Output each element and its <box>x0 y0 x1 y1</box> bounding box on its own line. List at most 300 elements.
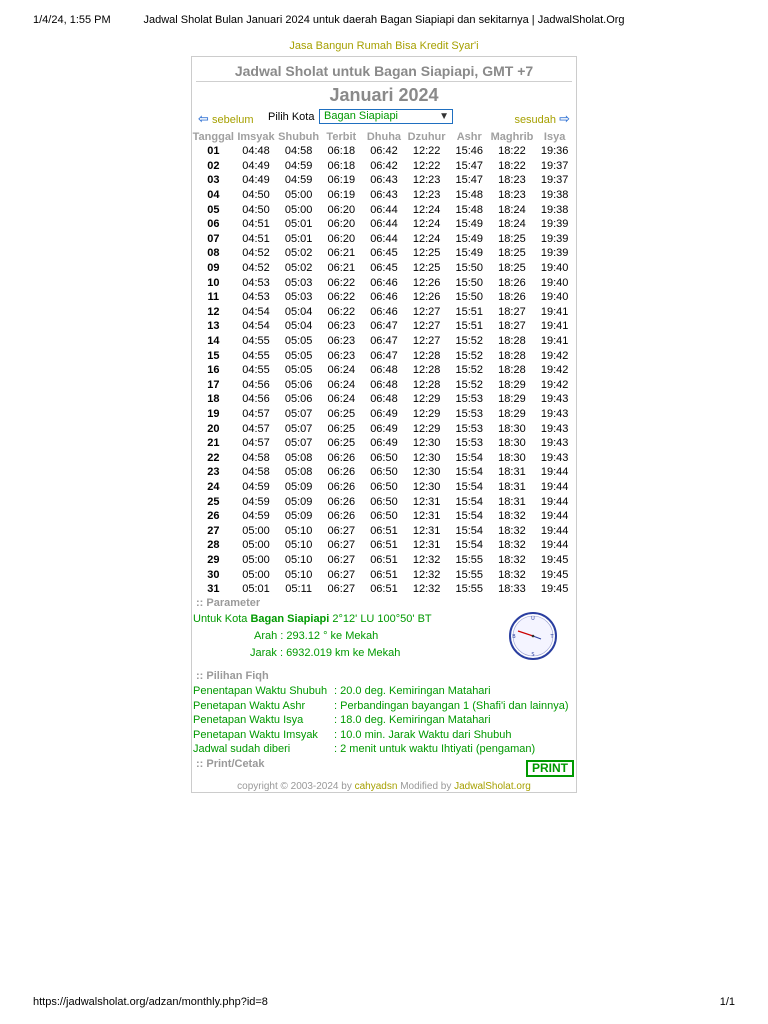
schedule-month: Januari 2024 <box>329 85 439 105</box>
time-cell: 12:30 <box>412 480 441 493</box>
time-cell: 18:23 <box>498 174 526 187</box>
table-row <box>192 538 576 553</box>
table-row <box>192 188 576 203</box>
time-cell: 19:44 <box>540 539 569 552</box>
table-row <box>192 392 576 407</box>
city-select-label: Pilih Kota <box>268 111 315 123</box>
time-cell: 15:54 <box>455 451 484 464</box>
time-cell: 06:19 <box>327 189 356 202</box>
fiqh-item-value: : 18.0 deg. Kemiringan Matahari <box>334 714 491 727</box>
date-cell: 16 <box>207 364 220 377</box>
table-row <box>192 144 576 159</box>
svg-text:B: B <box>512 634 516 641</box>
time-cell: 18:32 <box>498 524 526 537</box>
time-cell: 04:59 <box>242 480 270 493</box>
time-cell: 06:44 <box>370 203 398 216</box>
time-cell: 18:29 <box>498 407 526 420</box>
time-cell: 04:55 <box>242 335 270 348</box>
time-cell: 12:27 <box>412 305 441 318</box>
parameter-direction: Arah : 293.12 ° ke Mekah <box>254 630 379 643</box>
time-cell: 15:53 <box>455 407 484 420</box>
time-cell: 06:18 <box>327 159 356 172</box>
parameter-city-name: Bagan Siapiapi <box>250 613 330 626</box>
prev-month-link[interactable] <box>198 111 254 127</box>
time-cell: 15:50 <box>455 262 484 275</box>
time-cell: 12:29 <box>412 407 441 420</box>
time-cell: 06:27 <box>327 524 356 537</box>
time-cell: 05:00 <box>242 524 270 537</box>
time-cell: 06:25 <box>327 407 356 420</box>
time-cell: 12:30 <box>412 451 441 464</box>
date-cell: 28 <box>207 539 220 552</box>
time-cell: 18:29 <box>498 393 526 406</box>
time-cell: 05:09 <box>284 495 313 508</box>
time-cell: 19:39 <box>540 232 569 245</box>
date-cell: 06 <box>207 218 220 231</box>
table-row <box>192 334 576 349</box>
time-cell: 05:08 <box>284 466 313 479</box>
time-cell: 15:52 <box>455 378 484 391</box>
time-cell: 12:32 <box>412 553 441 566</box>
table-header-row <box>192 129 576 144</box>
fiqh-item-value: : Perbandingan bayangan 1 (Shafi'i dan lainnya) <box>334 699 569 712</box>
table-row <box>192 378 576 393</box>
table-body <box>192 144 576 596</box>
schedule-panel <box>191 56 577 793</box>
city-select[interactable] <box>319 109 453 124</box>
time-cell: 19:38 <box>540 189 569 202</box>
table-row <box>192 202 576 217</box>
time-cell: 15:55 <box>455 583 484 596</box>
time-cell: 06:51 <box>370 524 398 537</box>
table-row <box>192 553 576 568</box>
column-header: Ashr <box>456 130 482 143</box>
time-cell: 06:21 <box>327 247 356 260</box>
time-cell: 06:51 <box>370 568 398 581</box>
time-cell: 19:44 <box>540 510 569 523</box>
fiqh-item-label: Jadwal sudah diberi <box>193 743 291 756</box>
fiqh-item-label: Penetapan Waktu Imsyak <box>193 728 318 741</box>
promo-link[interactable]: Jasa Bangun Rumah Bisa Kredit Syar'i <box>289 40 479 52</box>
parameter-distance: Jarak : 6932.019 km ke Mekah <box>250 647 401 660</box>
time-cell: 04:56 <box>242 378 270 391</box>
time-cell: 06:51 <box>370 539 398 552</box>
print-timestamp: 1/4/24, 1:55 PM <box>33 14 111 26</box>
time-cell: 15:51 <box>455 320 484 333</box>
time-cell: 15:54 <box>455 466 484 479</box>
time-cell: 19:44 <box>540 480 569 493</box>
time-cell: 04:50 <box>242 203 270 216</box>
time-cell: 12:32 <box>412 583 441 596</box>
date-cell: 14 <box>207 335 220 348</box>
time-cell: 15:47 <box>455 174 484 187</box>
time-cell: 15:49 <box>455 247 484 260</box>
time-cell: 19:41 <box>540 320 569 333</box>
time-cell: 05:08 <box>284 451 313 464</box>
fiqh-header: :: Pilihan Fiqh <box>196 670 269 683</box>
time-cell: 06:44 <box>370 218 398 231</box>
navigation-row <box>192 109 576 127</box>
date-cell: 09 <box>207 262 220 275</box>
time-cell: 19:38 <box>540 203 569 216</box>
time-cell: 05:05 <box>284 364 313 377</box>
time-cell: 04:54 <box>242 305 270 318</box>
time-cell: 19:45 <box>540 583 569 596</box>
time-cell: 18:28 <box>498 335 526 348</box>
parameter-section <box>192 611 576 669</box>
table-row <box>192 173 576 188</box>
time-cell: 15:55 <box>455 568 484 581</box>
time-cell: 05:07 <box>284 437 313 450</box>
time-cell: 06:51 <box>370 583 398 596</box>
time-cell: 06:46 <box>370 291 398 304</box>
time-cell: 05:07 <box>284 422 313 435</box>
date-cell: 05 <box>207 203 220 216</box>
print-url: https://jadwalsholat.org/adzan/monthly.php?id=8 <box>33 996 268 1008</box>
time-cell: 06:50 <box>370 510 398 523</box>
time-cell: 15:53 <box>455 393 484 406</box>
time-cell: 18:29 <box>498 378 526 391</box>
time-cell: 06:47 <box>370 349 398 362</box>
fiqh-item-value: : 20.0 deg. Kemiringan Matahari <box>334 685 491 698</box>
time-cell: 06:26 <box>327 495 356 508</box>
time-cell: 18:30 <box>498 422 526 435</box>
time-cell: 19:41 <box>540 305 569 318</box>
time-cell: 18:32 <box>498 539 526 552</box>
time-cell: 06:47 <box>370 335 398 348</box>
time-cell: 18:25 <box>498 247 526 260</box>
parameter-city-line <box>193 613 432 625</box>
copyright-prefix: copyright © 2003-2024 by <box>237 781 352 792</box>
time-cell: 15:54 <box>455 510 484 523</box>
time-cell: 18:26 <box>498 291 526 304</box>
time-cell: 05:04 <box>284 305 313 318</box>
print-page-title: Jadwal Sholat Bulan Januari 2024 untuk daerah Bagan Siapiapi dan sekitarnya | JadwalSholat.Org <box>143 14 625 26</box>
column-header: Maghrib <box>490 130 534 143</box>
table-row <box>192 421 576 436</box>
time-cell: 18:28 <box>498 364 526 377</box>
time-cell: 06:46 <box>370 276 398 289</box>
arrow-right-icon: ⇨ <box>559 111 570 126</box>
table-row <box>192 217 576 232</box>
time-cell: 06:49 <box>370 407 398 420</box>
time-cell: 19:37 <box>540 159 569 172</box>
time-cell: 19:43 <box>540 393 569 406</box>
fiqh-item <box>192 742 576 757</box>
time-cell: 06:26 <box>327 510 356 523</box>
time-cell: 19:39 <box>540 247 569 260</box>
table-row <box>192 494 576 509</box>
time-cell: 06:25 <box>327 437 356 450</box>
city-select-value: Bagan Siapiapi <box>324 110 399 122</box>
time-cell: 18:23 <box>498 189 526 202</box>
time-cell: 12:30 <box>412 437 441 450</box>
time-cell: 19:42 <box>540 349 569 362</box>
date-cell: 29 <box>207 553 220 566</box>
time-cell: 19:44 <box>540 495 569 508</box>
time-cell: 05:00 <box>284 203 313 216</box>
time-cell: 15:54 <box>455 495 484 508</box>
time-cell: 15:49 <box>455 232 484 245</box>
time-cell: 12:31 <box>412 510 441 523</box>
column-header: Shubuh <box>278 130 320 143</box>
column-header: Dhuha <box>366 130 402 143</box>
time-cell: 19:40 <box>540 276 569 289</box>
time-cell: 12:30 <box>412 466 441 479</box>
time-cell: 12:31 <box>412 495 441 508</box>
time-cell: 18:30 <box>498 437 526 450</box>
time-cell: 06:23 <box>327 349 356 362</box>
date-cell: 17 <box>207 378 220 391</box>
time-cell: 05:09 <box>284 510 313 523</box>
time-cell: 15:52 <box>455 349 484 362</box>
fiqh-item-value: : 10.0 min. Jarak Waktu dari Shubuh <box>334 728 512 741</box>
fiqh-item-label: Penetapan Waktu Isya <box>193 714 304 727</box>
time-cell: 04:52 <box>242 247 270 260</box>
table-row <box>192 261 576 276</box>
time-cell: 04:58 <box>242 466 270 479</box>
time-cell: 19:43 <box>540 422 569 435</box>
time-cell: 18:25 <box>498 232 526 245</box>
time-cell: 06:26 <box>327 451 356 464</box>
time-cell: 06:24 <box>327 378 356 391</box>
fiqh-list <box>192 684 576 757</box>
time-cell: 04:59 <box>284 174 313 187</box>
time-cell: 15:49 <box>455 218 484 231</box>
time-cell: 18:25 <box>498 262 526 275</box>
time-cell: 06:47 <box>370 320 398 333</box>
time-cell: 06:20 <box>327 203 356 216</box>
time-cell: 12:23 <box>412 189 441 202</box>
time-cell: 19:44 <box>540 466 569 479</box>
time-cell: 04:52 <box>242 262 270 275</box>
time-cell: 04:57 <box>242 437 270 450</box>
time-cell: 18:30 <box>498 451 526 464</box>
table-row <box>192 480 576 495</box>
time-cell: 12:28 <box>412 378 441 391</box>
table-row <box>192 407 576 422</box>
time-cell: 06:18 <box>327 145 356 158</box>
copyright <box>192 781 576 792</box>
time-cell: 12:25 <box>412 262 441 275</box>
parameter-city-prefix: Untuk Kota <box>193 613 248 626</box>
time-cell: 19:43 <box>540 451 569 464</box>
table-row <box>192 582 576 597</box>
time-cell: 18:31 <box>498 480 526 493</box>
time-cell: 06:42 <box>370 145 398 158</box>
table-row <box>192 567 576 582</box>
table-row <box>192 436 576 451</box>
time-cell: 04:49 <box>242 159 270 172</box>
time-cell: 05:01 <box>284 232 313 245</box>
column-header: Isya <box>543 130 566 143</box>
table-row <box>192 509 576 524</box>
time-cell: 06:51 <box>370 553 398 566</box>
time-cell: 15:55 <box>455 553 484 566</box>
time-cell: 05:02 <box>284 247 313 260</box>
time-cell: 18:31 <box>498 466 526 479</box>
time-cell: 18:27 <box>498 320 526 333</box>
time-cell: 04:53 <box>242 276 270 289</box>
time-cell: 05:03 <box>284 291 313 304</box>
time-cell: 19:45 <box>540 553 569 566</box>
time-cell: 06:27 <box>327 568 356 581</box>
time-cell: 12:26 <box>412 291 441 304</box>
time-cell: 19:43 <box>540 407 569 420</box>
time-cell: 04:54 <box>242 320 270 333</box>
table-row <box>192 363 576 378</box>
time-cell: 15:46 <box>455 145 484 158</box>
svg-text:T: T <box>550 634 554 641</box>
time-cell: 15:52 <box>455 364 484 377</box>
time-cell: 12:22 <box>412 159 441 172</box>
print-header <box>0 14 768 30</box>
svg-text:U: U <box>531 616 535 623</box>
time-cell: 06:19 <box>327 174 356 187</box>
time-cell: 06:48 <box>370 364 398 377</box>
date-cell: 03 <box>207 174 220 187</box>
time-cell: 18:32 <box>498 568 526 581</box>
time-cell: 15:54 <box>455 524 484 537</box>
date-cell: 24 <box>207 480 220 493</box>
time-cell: 06:45 <box>370 247 398 260</box>
time-cell: 05:05 <box>284 349 313 362</box>
time-cell: 15:50 <box>455 276 484 289</box>
time-cell: 05:06 <box>284 393 313 406</box>
table-row <box>192 290 576 305</box>
date-cell: 31 <box>207 583 220 596</box>
time-cell: 18:27 <box>498 305 526 318</box>
time-cell: 04:57 <box>242 407 270 420</box>
next-month-link[interactable] <box>514 111 570 127</box>
time-cell: 06:22 <box>327 276 356 289</box>
time-cell: 06:27 <box>327 539 356 552</box>
time-cell: 06:26 <box>327 480 356 493</box>
date-cell: 04 <box>207 189 220 202</box>
date-cell: 22 <box>207 451 220 464</box>
table-row <box>192 275 576 290</box>
chevron-down-icon: ▼ <box>439 111 449 122</box>
time-cell: 05:03 <box>284 276 313 289</box>
time-cell: 04:55 <box>242 349 270 362</box>
time-cell: 18:32 <box>498 553 526 566</box>
time-cell: 05:02 <box>284 262 313 275</box>
time-cell: 05:01 <box>284 218 313 231</box>
time-cell: 12:26 <box>412 276 441 289</box>
time-cell: 06:50 <box>370 480 398 493</box>
table-row <box>192 159 576 174</box>
time-cell: 05:10 <box>284 568 313 581</box>
fiqh-item <box>192 728 576 743</box>
time-cell: 15:50 <box>455 291 484 304</box>
time-cell: 06:23 <box>327 335 356 348</box>
time-cell: 06:22 <box>327 305 356 318</box>
time-cell: 06:20 <box>327 218 356 231</box>
time-cell: 05:04 <box>284 320 313 333</box>
time-cell: 15:53 <box>455 437 484 450</box>
table-row <box>192 319 576 334</box>
time-cell: 05:00 <box>242 568 270 581</box>
time-cell: 12:31 <box>412 539 441 552</box>
time-cell: 06:26 <box>327 466 356 479</box>
time-cell: 12:27 <box>412 335 441 348</box>
time-cell: 04:56 <box>242 393 270 406</box>
time-cell: 18:31 <box>498 495 526 508</box>
print-button[interactable]: PRINT <box>526 760 574 777</box>
time-cell: 06:24 <box>327 393 356 406</box>
time-cell: 12:25 <box>412 247 441 260</box>
time-cell: 19:44 <box>540 524 569 537</box>
time-cell: 04:48 <box>242 145 270 158</box>
time-cell: 12:23 <box>412 174 441 187</box>
time-cell: 19:45 <box>540 568 569 581</box>
time-cell: 05:11 <box>285 583 312 596</box>
time-cell: 19:36 <box>540 145 569 158</box>
table-row <box>192 246 576 261</box>
time-cell: 05:09 <box>284 480 313 493</box>
time-cell: 12:28 <box>412 364 441 377</box>
schedule-title: Jadwal Sholat untuk Bagan Siapiapi, GMT +7 <box>196 61 572 82</box>
time-cell: 12:24 <box>412 203 441 216</box>
next-month-label: sesudah <box>514 114 557 126</box>
time-cell: 12:28 <box>412 349 441 362</box>
time-cell: 19:37 <box>540 174 569 187</box>
time-cell: 12:27 <box>412 320 441 333</box>
time-cell: 06:50 <box>370 451 398 464</box>
table-row <box>192 305 576 320</box>
time-cell: 05:07 <box>284 407 313 420</box>
time-cell: 04:59 <box>242 510 270 523</box>
time-cell: 18:28 <box>498 349 526 362</box>
time-cell: 15:54 <box>455 539 484 552</box>
time-cell: 06:43 <box>370 189 398 202</box>
time-cell: 05:10 <box>284 553 313 566</box>
time-cell: 05:10 <box>284 524 313 537</box>
time-cell: 06:43 <box>370 174 398 187</box>
time-cell: 19:39 <box>540 218 569 231</box>
time-cell: 05:00 <box>284 189 313 202</box>
svg-text:S: S <box>531 652 535 659</box>
fiqh-item <box>192 713 576 728</box>
time-cell: 04:51 <box>242 218 270 231</box>
time-cell: 04:55 <box>242 364 270 377</box>
time-cell: 18:24 <box>498 203 526 216</box>
time-cell: 05:01 <box>242 583 270 596</box>
time-cell: 05:00 <box>242 539 270 552</box>
date-cell: 15 <box>207 349 220 362</box>
time-cell: 06:49 <box>370 437 398 450</box>
time-cell: 12:24 <box>412 232 441 245</box>
date-cell: 01 <box>207 145 220 158</box>
column-header: Tanggal <box>192 130 234 143</box>
copyright-site-link[interactable]: JadwalSholat.org <box>454 781 531 792</box>
arrow-left-icon: ⇦ <box>198 111 209 126</box>
time-cell: 04:58 <box>242 451 270 464</box>
time-cell: 18:32 <box>498 510 526 523</box>
fiqh-item-label: Penentapan Waktu Shubuh <box>193 685 328 698</box>
time-cell: 06:42 <box>370 159 398 172</box>
time-cell: 19:42 <box>540 364 569 377</box>
time-cell: 15:47 <box>455 159 484 172</box>
time-cell: 06:21 <box>327 262 356 275</box>
time-cell: 06:27 <box>327 553 356 566</box>
time-cell: 06:20 <box>327 232 356 245</box>
date-cell: 07 <box>207 232 220 245</box>
time-cell: 18:24 <box>498 218 526 231</box>
time-cell: 06:27 <box>327 583 356 596</box>
copyright-author-link[interactable]: cahyadsn <box>354 781 398 792</box>
time-cell: 06:24 <box>327 364 356 377</box>
